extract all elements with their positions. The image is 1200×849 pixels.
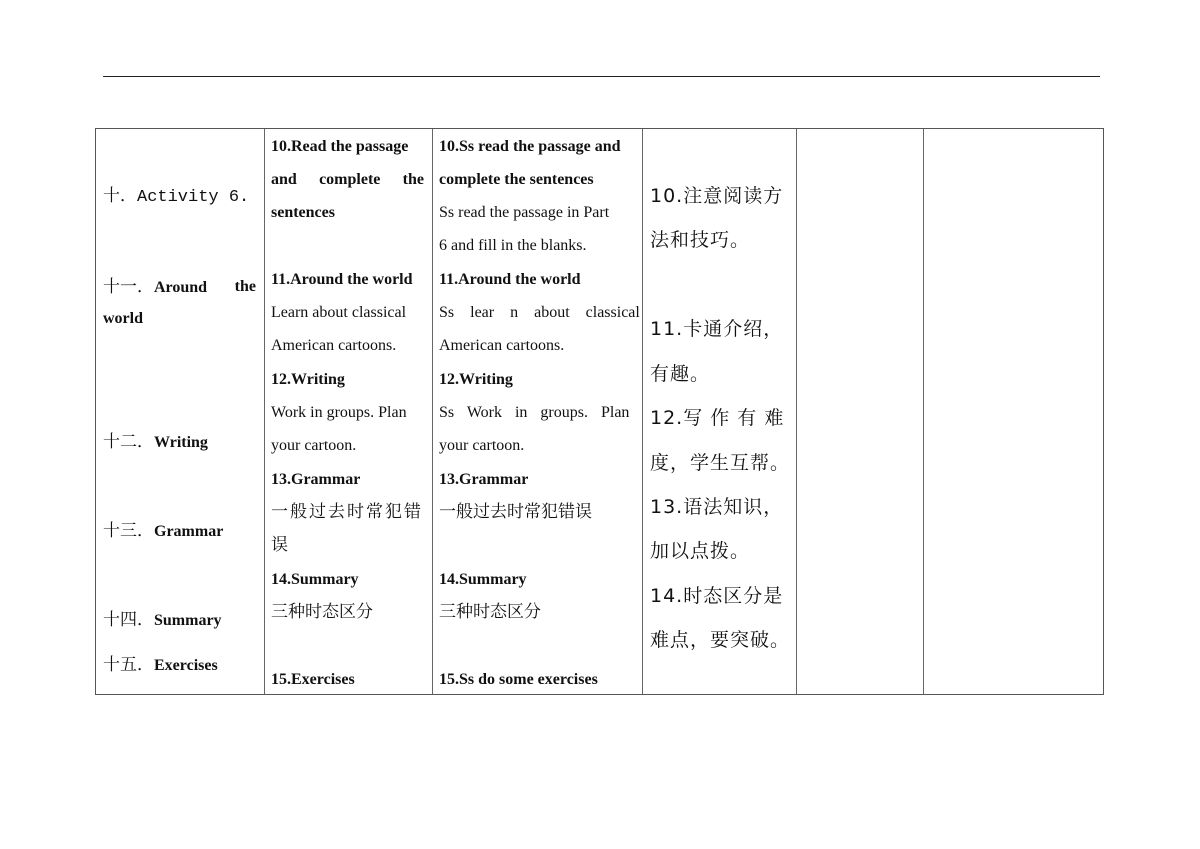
intent-text: 难点，要突破。 bbox=[650, 629, 791, 651]
activity-title: 13.Grammar bbox=[271, 471, 361, 488]
step-number: 十一． bbox=[103, 277, 154, 297]
intent-text: 11.卡通介绍， bbox=[650, 318, 784, 340]
activity-title: complete the sentences bbox=[439, 171, 594, 188]
activity-text: 一般过去时常犯错误 bbox=[439, 502, 592, 522]
intent-text: 10.注意阅读方 bbox=[650, 185, 784, 207]
activity-title: 14.Summary bbox=[271, 571, 359, 588]
step-label: Grammar bbox=[154, 523, 224, 540]
activity-text: 三种时态区分 bbox=[271, 602, 373, 622]
word: and bbox=[271, 171, 297, 188]
activity-text: 一般过去时常犯错 bbox=[271, 502, 423, 522]
step-exercises bbox=[103, 655, 218, 676]
intent-text: 13.语法知识， bbox=[650, 496, 784, 518]
activity-text: Work in groups. Plan bbox=[271, 404, 407, 421]
intent-text: 度，学生互帮。 bbox=[650, 452, 791, 474]
step-around-the-world bbox=[103, 277, 256, 298]
intent-text: 法和技巧。 bbox=[650, 229, 751, 251]
activity-title: sentences bbox=[271, 204, 335, 221]
step-number: 十． bbox=[103, 186, 137, 206]
activity-text: your cartoon. bbox=[271, 437, 357, 454]
activity-title: 11.Around the world bbox=[271, 271, 413, 288]
activity-title: 10.Ss read the passage and bbox=[439, 138, 621, 155]
activity-text: 三种时态区分 bbox=[439, 602, 541, 622]
step-summary bbox=[103, 610, 222, 631]
activity-text: 6 and fill in the blanks. bbox=[439, 237, 587, 254]
column-divider bbox=[796, 129, 797, 694]
activity-text: American cartoons. bbox=[271, 337, 397, 354]
word: complete bbox=[319, 171, 381, 188]
header-rule bbox=[103, 76, 1100, 77]
step-label: Exercises bbox=[154, 657, 218, 674]
activity-text: Ss Work in groups. Plan bbox=[439, 404, 630, 421]
word: the bbox=[402, 171, 424, 188]
step-label: world bbox=[103, 310, 143, 327]
step-number: 十三． bbox=[103, 521, 154, 541]
intent-text: 14.时态区分是 bbox=[650, 585, 784, 607]
step-number: 十五． bbox=[103, 655, 154, 675]
column-divider bbox=[923, 129, 924, 694]
column-divider bbox=[264, 129, 265, 694]
activity-title bbox=[271, 170, 424, 190]
column-divider bbox=[432, 129, 433, 694]
step-label: Around bbox=[154, 279, 208, 296]
activity-title: 12.Writing bbox=[439, 371, 513, 388]
activity-text: 误 bbox=[271, 535, 288, 555]
activity-title: 15.Exercises bbox=[271, 671, 355, 688]
step-label: Activity 6. bbox=[137, 188, 250, 207]
step-writing bbox=[103, 432, 208, 453]
intent-text: 有趣。 bbox=[650, 363, 711, 385]
activity-text: Learn about classical bbox=[271, 304, 407, 321]
activity-title: 11.Around the world bbox=[439, 271, 581, 288]
activity-text: Ss read the passage in Part bbox=[439, 204, 610, 221]
activity-text: your cartoon. bbox=[439, 437, 525, 454]
activity-title: 15.Ss do some exercises bbox=[439, 671, 598, 688]
activity-title: 12.Writing bbox=[271, 371, 345, 388]
activity-title: 10.Read the passage bbox=[271, 138, 409, 155]
step-number: 十二． bbox=[103, 432, 154, 452]
activity-text: American cartoons. bbox=[439, 337, 565, 354]
intent-text: 加以点拨。 bbox=[650, 540, 751, 562]
activity-title: 14.Summary bbox=[439, 571, 527, 588]
activity-text: Ss lear n about classical bbox=[439, 304, 640, 321]
column-divider bbox=[642, 129, 643, 694]
step-label: Summary bbox=[154, 612, 222, 629]
step-activity-6 bbox=[103, 186, 249, 208]
step-grammar bbox=[103, 521, 223, 542]
activity-title: 13.Grammar bbox=[439, 471, 529, 488]
intent-text: 12.写 作 有 难 bbox=[650, 407, 785, 429]
step-label: the bbox=[234, 278, 256, 295]
step-number: 十四． bbox=[103, 610, 154, 630]
step-label: Writing bbox=[154, 434, 208, 451]
